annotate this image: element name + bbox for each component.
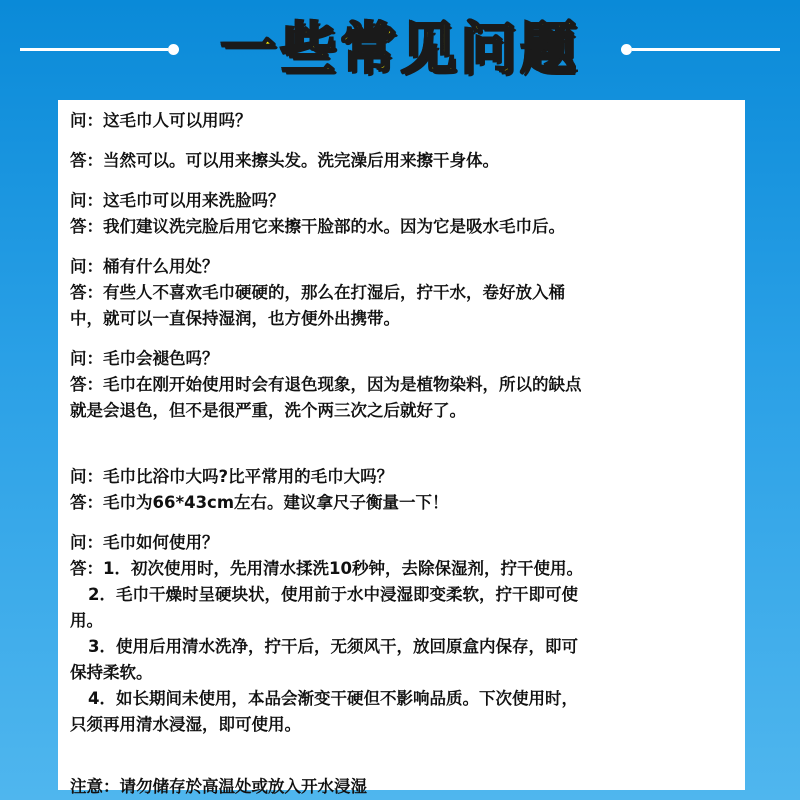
faq-step-2-line-2: 用。	[70, 611, 103, 630]
faq-item-3	[70, 254, 745, 332]
notice-text: 注意：请勿储存於高温处或放入开水浸湿	[70, 777, 367, 796]
faq-step-2-line-1: 2．毛巾干燥时呈硬块状，使用前于水中浸湿即变柔软，拧干即可使	[88, 585, 578, 604]
faq-item-6	[70, 530, 745, 738]
header-banner	[0, 0, 800, 100]
faq-question-2: 问：这毛巾可以用来洗脸吗？	[70, 191, 285, 210]
faq-step-3-line-1: 3．使用后用清水洗净，拧干后，无须风干，放回原盒内保存，即可	[88, 637, 578, 656]
faq-answer-3-line-1: 答：有些人不喜欢毛巾硬硬的，那么在打湿后，拧干水，卷好放入桶	[70, 283, 565, 302]
faq-answer-4-line-1: 答：毛巾在刚开始使用时会有退色现象，因为是植物染料，所以的缺点	[70, 375, 582, 394]
faq-answer-4-line-2: 就是会退色，但不是很严重，洗个两三次之后就好了。	[70, 401, 466, 420]
faq-answer-3-line-2: 中，就可以一直保持湿润，也方便外出携带。	[70, 309, 400, 328]
faq-question-5: 问：毛巾比浴巾大吗?比平常用的毛巾大吗？	[70, 467, 394, 486]
faq-question-6: 问：毛巾如何使用？	[70, 533, 219, 552]
faq-answer-5: 答：毛巾为66*43cm左右。建议拿尺子衡量一下！	[70, 493, 449, 512]
faq-question-3: 问：桶有什么用处？	[70, 257, 219, 276]
faq-step-1: 答：1．初次使用时，先用清水揉洗10秒钟，去除保湿剂，拧干使用。	[70, 559, 583, 578]
faq-item-4	[70, 346, 745, 424]
faq-step-4-line-1: 4．如长期间未使用，本品会渐变干硬但不影响品质。下次使用时，	[88, 689, 578, 708]
faq-item-1	[70, 108, 745, 174]
faq-panel	[58, 100, 745, 796]
faq-question-4: 问：毛巾会褪色吗？	[70, 349, 219, 368]
page-title: 一些常见问题	[220, 17, 580, 82]
faq-answer-1: 答：当然可以。可以用来擦头发。洗完澡后用来擦干身体。	[70, 151, 499, 170]
faq-item-2	[70, 188, 745, 240]
faq-item-5	[70, 464, 745, 516]
faq-question-1: 问：这毛巾人可以用吗？	[70, 111, 252, 130]
faq-step-3-line-2: 保持柔软。	[70, 663, 153, 682]
faq-answer-2: 答：我们建议洗完脸后用它来擦干脸部的水。因为它是吸水毛巾后。	[70, 217, 565, 236]
faq-step-4-line-2: 只须再用清水浸湿，即可使用。	[70, 715, 301, 734]
